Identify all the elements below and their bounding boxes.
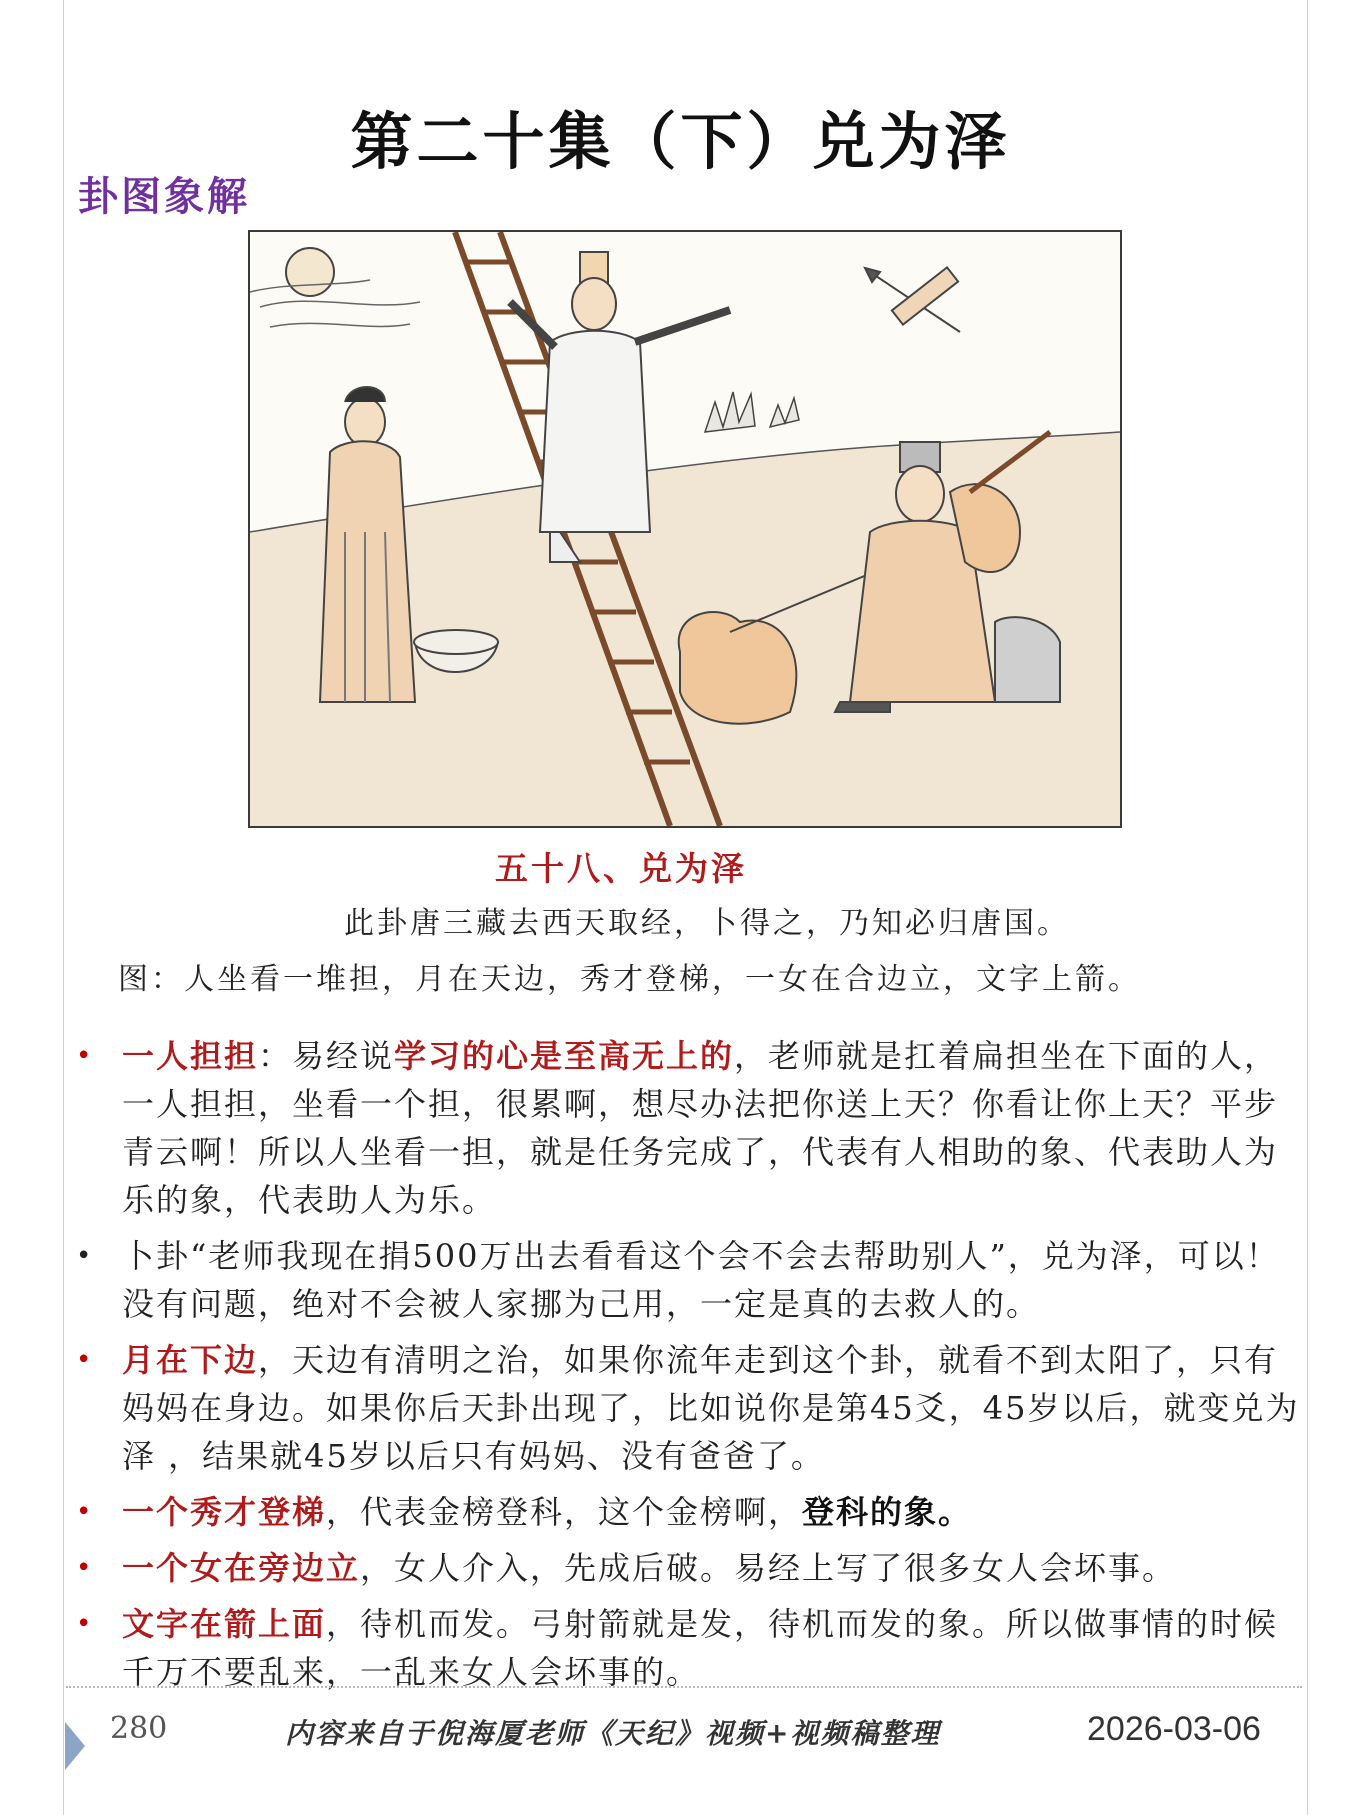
- item-text: ，待机而发。弓射箭就是发，待机而发的象。所以做事情的时候千万不要乱来，一乱来女人会坏事的。: [122, 1605, 1279, 1691]
- list-item: [70, 1600, 1310, 1696]
- interpretation-list: [70, 1032, 1310, 1704]
- page-number: 280: [110, 1711, 168, 1746]
- item-text: ，天边有清明之治，如果你流年走到这个卦，就看不到太阳了，只有妈妈在身边。如果你后天卦出现了，比如说你是第45爻，45岁以后，就变兑为泽 ，结果就45岁以后只有妈妈、没有爸爸了。: [122, 1341, 1300, 1475]
- list-item: [70, 1336, 1310, 1480]
- bullet-dot: •: [76, 1553, 94, 1583]
- footer-source: 内容来自于倪海厦老师《天纪》视频+视频稿整理: [285, 1717, 941, 1750]
- item-keyword: 月在下边: [122, 1341, 259, 1379]
- gua-illustration: [248, 230, 1122, 828]
- item-text: ，代表金榜登科，这个金榜啊，: [326, 1493, 803, 1531]
- list-item: [70, 1032, 1310, 1224]
- page-arrow-icon: [65, 1722, 85, 1770]
- section-subtitle: 卦图象解: [78, 173, 250, 220]
- bullet-dot: •: [76, 1497, 94, 1527]
- bullet-dot: •: [76, 1345, 94, 1375]
- item-highlight: 学习的心是至高无上的: [394, 1037, 735, 1075]
- item-keyword: 文字在箭上面: [122, 1605, 327, 1643]
- item-text: ，老师就是扛着扁担坐在下面的人，一人担担，坐看一个担，很累啊，想尽办法把你送上天？你看让你上天？平步青云啊！所以人坐看一担，就是任务完成了，代表有人相助的象、代表助人为乐的象，代表助人为乐。: [122, 1037, 1279, 1219]
- bullet-dot: •: [76, 1241, 94, 1271]
- item-keyword: 一个女在旁边立: [122, 1549, 361, 1587]
- item-emphasis: 登科的象。: [802, 1493, 973, 1531]
- list-item: [70, 1544, 1310, 1592]
- list-item: [70, 1488, 1310, 1536]
- footer-divider: [66, 1686, 1302, 1688]
- gua-name: 五十八、兑为泽: [495, 849, 747, 888]
- item-text: ，女人介入，先成后破。易经上写了很多女人会坏事。: [360, 1549, 1177, 1587]
- gua-picture-description: 图：人坐看一堆担，月在天边，秀才登梯，一女在合边立，文字上箭。: [118, 962, 1141, 997]
- page-left-rule: [63, 0, 64, 1815]
- gua-description-line: 此卦唐三藏去西天取经，卜得之，乃知必归唐国。: [344, 906, 1070, 941]
- item-keyword: 一个秀才登梯: [122, 1493, 327, 1531]
- item-text: ：易经说: [258, 1037, 395, 1075]
- bullet-dot: •: [76, 1041, 94, 1071]
- page-title: 第二十集（下）兑为泽: [350, 105, 1011, 178]
- list-item: [70, 1232, 1310, 1328]
- item-keyword: 一人担担: [122, 1037, 259, 1075]
- bullet-dot: •: [76, 1609, 94, 1639]
- footer-date: 2026-03-06: [1087, 1710, 1261, 1748]
- item-text: 卜卦“老师我现在捐500万出去看看这个会不会去帮助别人”，兑为泽，可以！没有问题，绝对不会被人家挪为己用，一定是真的去救人的。: [122, 1237, 1280, 1323]
